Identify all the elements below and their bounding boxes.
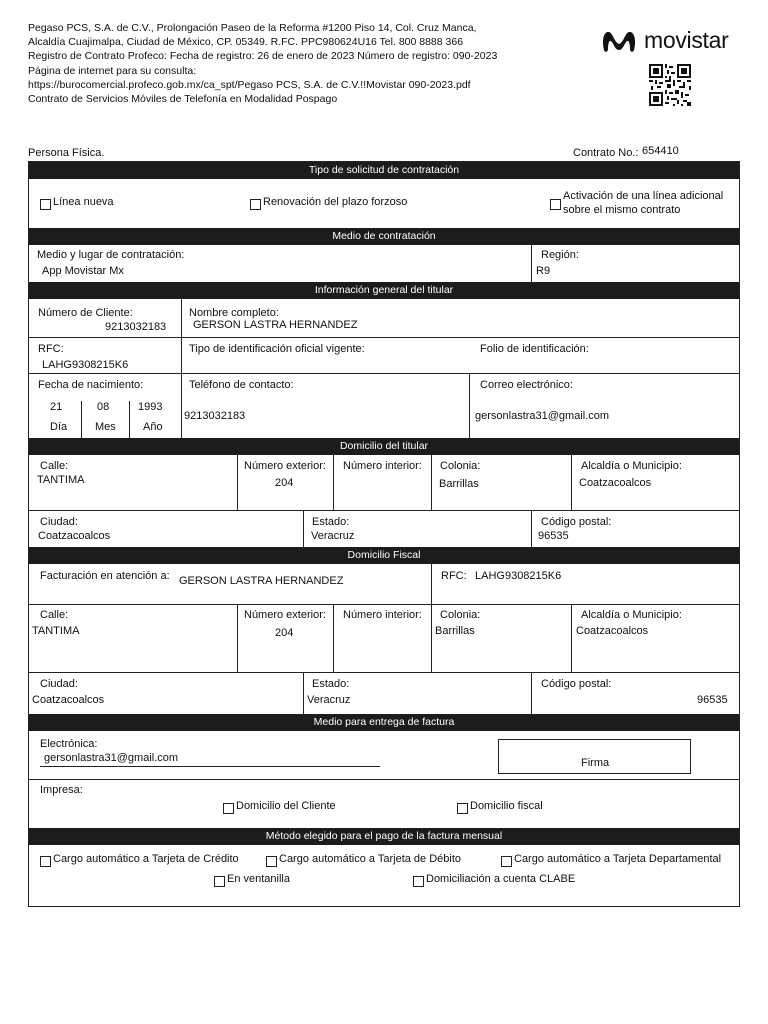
fiscal-calle-value: TANTIMA <box>32 625 80 637</box>
cliente-label: Número de Cliente: <box>38 307 133 319</box>
correo-label: Correo electrónico: <box>480 379 573 391</box>
linea-nueva-label: Línea nueva <box>53 196 114 208</box>
fiscal-colonia-label: Colonia: <box>440 609 481 621</box>
colonia-label: Colonia: <box>440 460 481 472</box>
fiscal-calle-label: Calle: <box>40 609 69 621</box>
colonia-value: Barrillas <box>439 478 479 490</box>
region-label: Región: <box>541 249 579 261</box>
header-line: https://burocomercial.profeco.gob.mx/ca_spt/Pegaso PCS, S.A. de C.V.!!Movistar 090-2023.pdf <box>28 78 471 91</box>
fiscal-num-ext-value: 204 <box>275 627 294 639</box>
rfc-label: RFC: <box>38 343 64 355</box>
nombre-label: Nombre completo: <box>189 307 279 319</box>
fiscal-estado-label: Estado: <box>312 678 350 690</box>
linea-adicional-checkbox[interactable] <box>550 199 561 210</box>
linea-adicional-label: Activación de una línea adicional <box>563 190 724 202</box>
num-ext-label: Número exterior: <box>244 460 326 472</box>
tarjeta-departamental-label: Cargo automático a Tarjeta Departamental <box>514 853 722 865</box>
num-ext-value: 204 <box>275 477 294 489</box>
header-line: Registro de Contrato Profeco: Fecha de registro: 26 de enero de 2023 Número de registro: 090-2023 <box>28 50 498 63</box>
ciudad-label: Ciudad: <box>40 516 78 528</box>
renovacion-checkbox[interactable] <box>250 199 261 210</box>
firma-label: Firma <box>581 757 610 769</box>
impresa-label: Impresa: <box>40 784 83 796</box>
num-int-label: Número interior: <box>343 460 422 472</box>
header-line: Página de internet para su consulta: <box>28 64 197 77</box>
cp-value: 96535 <box>538 530 569 542</box>
movistar-logo <box>600 26 742 56</box>
ventanilla-label: En ventanilla <box>227 873 290 885</box>
fiscal-ciudad-value: Coatzacoalcos <box>32 694 105 706</box>
domicilio-cliente-label: Domicilio del Cliente <box>236 800 336 812</box>
header-line: Alcaldía Cuajimalpa, Ciudad de México, CP. 05349. R.FC. PPC980624U16 Tel. 800 8888 366 <box>28 36 464 49</box>
fecha-nacimiento-label: Fecha de nacimiento: <box>38 379 144 391</box>
renovacion-label: Renovación del plazo forzoso <box>263 196 408 208</box>
anio-value: 1993 <box>138 401 163 413</box>
fiscal-cp-value: 96535 <box>697 694 728 706</box>
fiscal-ciudad-label: Ciudad: <box>40 678 78 690</box>
company-header <box>28 21 568 106</box>
nombre-value: GERSON LASTRA HERNANDEZ <box>193 319 358 331</box>
tarjeta-credito-label: Cargo automático a Tarjeta de Crédito <box>53 853 239 865</box>
clabe-label: Domiciliación a cuenta CLABE <box>426 873 576 885</box>
domicilio-cliente-checkbox[interactable] <box>223 803 234 814</box>
contract-number: 654410 <box>642 145 679 157</box>
fiscal-num-int-label: Número interior: <box>343 609 422 621</box>
estado-label: Estado: <box>312 516 350 528</box>
rfc-value: LAHG9308215K6 <box>42 359 129 371</box>
tarjeta-credito-checkbox[interactable] <box>40 856 51 867</box>
section-entrega-factura: Medio para entrega de factura <box>29 714 739 731</box>
section-tipo-solicitud: Tipo de solicitud de contratación <box>29 162 739 179</box>
domicilio-fiscal-checkbox[interactable] <box>457 803 468 814</box>
fiscal-municipio-label: Alcaldía o Municipio: <box>581 609 682 621</box>
section-info-titular: Información general del titular <box>29 282 739 299</box>
dia-label: Día <box>50 421 68 433</box>
brand-name: movistar <box>644 27 729 53</box>
lugar-value: App Movistar Mx <box>42 265 124 277</box>
movistar-m-icon <box>600 28 638 54</box>
fiscal-rfc-value: LAHG9308215K6 <box>475 570 562 582</box>
telefono-label: Teléfono de contacto: <box>189 379 294 391</box>
municipio-label: Alcaldía o Municipio: <box>581 460 682 472</box>
cp-label: Código postal: <box>541 516 612 528</box>
section-medio-contratacion: Medio de contratación <box>29 228 739 245</box>
persona-type: Persona Física. <box>28 147 105 159</box>
contract-form <box>28 161 740 907</box>
section-metodo-pago: Método elegido para el pago de la factura mensual <box>29 828 739 845</box>
section-domicilio-fiscal: Domicilio Fiscal <box>29 547 739 564</box>
cliente-value: 9213032183 <box>105 321 167 333</box>
fiscal-rfc-label: RFC: <box>441 570 467 582</box>
tarjeta-departamental-checkbox[interactable] <box>501 856 512 867</box>
telefono-value: 9213032183 <box>184 410 246 422</box>
electronica-label: Electrónica: <box>40 738 98 750</box>
mes-label: Mes <box>95 421 116 433</box>
tarjeta-debito-label: Cargo automático a Tarjeta de Débito <box>279 853 462 865</box>
header-line: Contrato de Servicios Móviles de Telefonía en Modalidad Pospago <box>28 93 338 106</box>
dia-value: 21 <box>50 401 63 413</box>
mes-value: 08 <box>97 401 110 413</box>
region-value: R9 <box>536 265 551 277</box>
fiscal-estado-value: Veracruz <box>307 694 351 706</box>
domicilio-fiscal-label: Domicilio fiscal <box>470 800 543 812</box>
linea-adicional-label-2: sobre el mismo contrato <box>563 204 681 216</box>
clabe-checkbox[interactable] <box>413 876 424 887</box>
header-line: Pegaso PCS, S.A. de C.V., Prolongación Paseo de la Reforma #1200 Piso 14, Col. Cruz Manca, <box>28 22 477 34</box>
anio-label: Año <box>143 421 163 433</box>
electronica-value: gersonlastra31@gmail.com <box>44 752 179 764</box>
tipo-id-label: Tipo de identificación oficial vigente: <box>189 343 365 355</box>
qr-code-icon <box>649 63 691 107</box>
ventanilla-checkbox[interactable] <box>214 876 225 887</box>
tarjeta-debito-checkbox[interactable] <box>266 856 277 867</box>
section-domicilio-titular: Domicilio del titular <box>29 438 739 455</box>
fiscal-colonia-value: Barrillas <box>435 625 475 637</box>
fiscal-num-ext-label: Número exterior: <box>244 609 326 621</box>
ciudad-value: Coatzacoalcos <box>38 530 111 542</box>
fiscal-municipio-value: Coatzacoalcos <box>576 625 649 637</box>
estado-value: Veracruz <box>311 530 355 542</box>
atencion-label: Facturación en atención a: <box>40 570 170 582</box>
atencion-value: GERSON LASTRA HERNANDEZ <box>179 575 344 587</box>
correo-value: gersonlastra31@gmail.com <box>475 410 610 422</box>
municipio-value: Coatzacoalcos <box>579 477 652 489</box>
lugar-label: Medio y lugar de contratación: <box>37 249 185 261</box>
calle-label: Calle: <box>40 460 69 472</box>
folio-label: Folio de identificación: <box>480 343 589 355</box>
linea-nueva-checkbox[interactable] <box>40 199 51 210</box>
fiscal-cp-label: Código postal: <box>541 678 612 690</box>
calle-value: TANTIMA <box>37 474 85 486</box>
contract-number-label: Contrato No.: <box>573 147 639 159</box>
